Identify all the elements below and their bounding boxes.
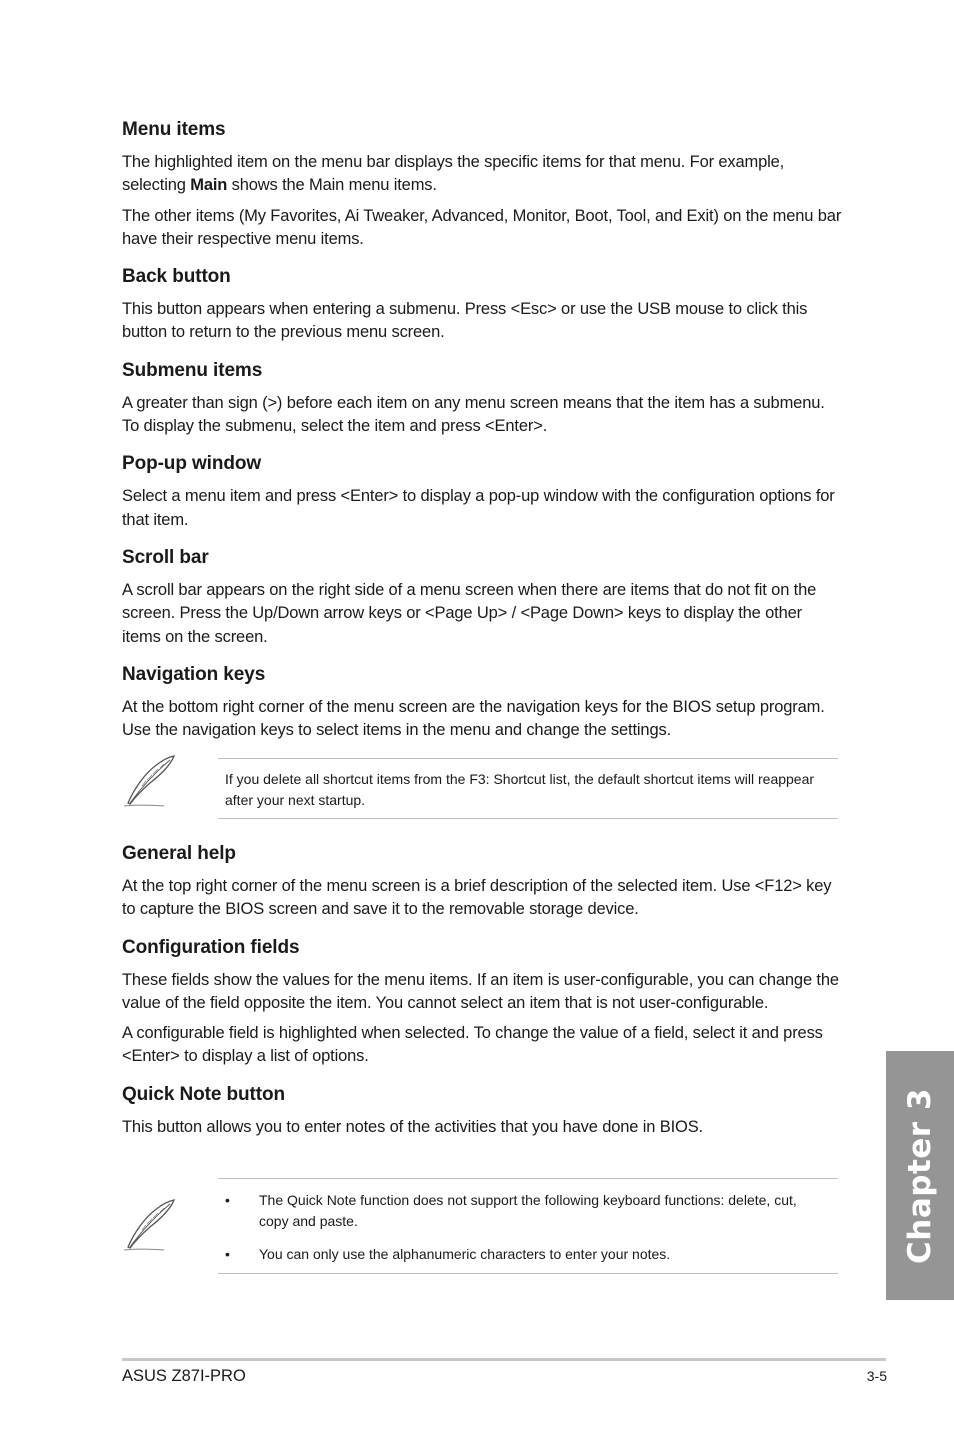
section-menu-items — [122, 118, 842, 251]
section-general-help — [122, 842, 842, 922]
section-paragraph: This button appears when entering a submenu. Press <Esc> or use the USB mouse to click this button to return to the previous menu screen. — [122, 300, 808, 342]
note-list — [225, 1190, 830, 1265]
paragraph-bold-text: Main — [190, 176, 228, 195]
section-back-button — [122, 265, 842, 345]
section-paragraph: A scroll bar appears on the right side of a menu screen when there are items that do not fit on the screen. Press the Up/Down arrow keys or <Page Up> / <Page Down> keys to display the other items on the screen. — [122, 580, 817, 646]
section-scroll-bar — [122, 546, 842, 649]
section-configuration-fields — [122, 936, 842, 1069]
note-box — [218, 758, 838, 819]
section-paragraph: At the bottom right corner of the menu screen are the navigation keys for the BIOS setup program. Use the navigation keys to select items in the menu and change the settings. — [122, 697, 825, 740]
section-heading: General help — [122, 843, 236, 864]
section-paragraph: At the top right corner of the menu screen is a brief description of the selected item. Use <F12> key to capture the BIOS screen and save it to the removable storage device. — [122, 877, 832, 919]
footer-page-number: 3-5 — [866, 1368, 887, 1384]
chapter-tab-label: Chapter 3 — [902, 1087, 938, 1264]
section-submenu-items — [122, 359, 842, 439]
section-paragraph: These fields show the values for the menu items. If an item is user-configurable, you can change the value of the field opposite the item. You cannot select an item that is not user-configurable. — [122, 970, 839, 1012]
note-item-text: The Quick Note function does not support the following keyboard functions: delete, cut, copy and paste. — [259, 1192, 797, 1229]
footer-product-name: ASUS Z87I-PRO — [122, 1367, 246, 1385]
section-heading: Quick Note button — [122, 1083, 285, 1105]
section-heading: Menu items — [122, 119, 226, 140]
pen-note-icon — [120, 1196, 180, 1256]
paragraph-text: The highlighted item on the menu bar displays the specific items for that menu. For example, selecting — [122, 153, 785, 195]
section-heading: Pop-up window — [122, 453, 262, 475]
section-paragraph: The other items (My Favorites, Ai Tweaker, Advanced, Monitor, Boot, Tool, and Exit) on the menu bar have their respective menu items. — [122, 206, 842, 248]
note-list-item — [225, 1190, 830, 1231]
note-box — [218, 1178, 838, 1274]
section-heading: Scroll bar — [122, 546, 209, 568]
chapter-tab — [886, 1051, 954, 1300]
section-paragraph: A greater than sign (>) before each item on any menu screen means that the item has a submenu. To display the submenu, select the item and press <Enter>. — [122, 393, 825, 436]
main-content — [122, 118, 842, 756]
section-paragraph — [122, 151, 842, 198]
section-quick-note-button — [122, 1083, 842, 1139]
note-text: If you delete all shortcut items from the F3: Shortcut list, the default shortcut items will reappear after your next startup. — [225, 771, 815, 808]
section-popup-window — [122, 452, 842, 532]
pen-note-icon — [120, 752, 180, 812]
section-navigation-keys — [122, 663, 842, 743]
section-paragraph: A configurable field is highlighted when selected. To change the value of a field, select it and press <Enter> to display a list of options. — [122, 1024, 823, 1066]
main-content-lower — [122, 842, 842, 1153]
note-item-text: You can only use the alphanumeric characters to enter your notes. — [259, 1246, 671, 1262]
section-paragraph: This button allows you to enter notes of the activities that you have done in BIOS. — [122, 1117, 703, 1136]
section-heading: Configuration fields — [122, 936, 300, 958]
bullet-icon: • — [225, 1192, 230, 1208]
section-paragraph: Select a menu item and press <Enter> to display a pop-up window with the configuration options for that item. — [122, 487, 835, 529]
note-list-item — [225, 1244, 830, 1265]
section-heading: Submenu items — [122, 359, 263, 381]
section-heading: Navigation keys — [122, 663, 266, 685]
section-heading: Back button — [122, 266, 231, 288]
footer-divider — [122, 1358, 886, 1361]
bullet-icon: • — [225, 1246, 230, 1262]
paragraph-text: shows the Main menu items. — [227, 176, 437, 195]
